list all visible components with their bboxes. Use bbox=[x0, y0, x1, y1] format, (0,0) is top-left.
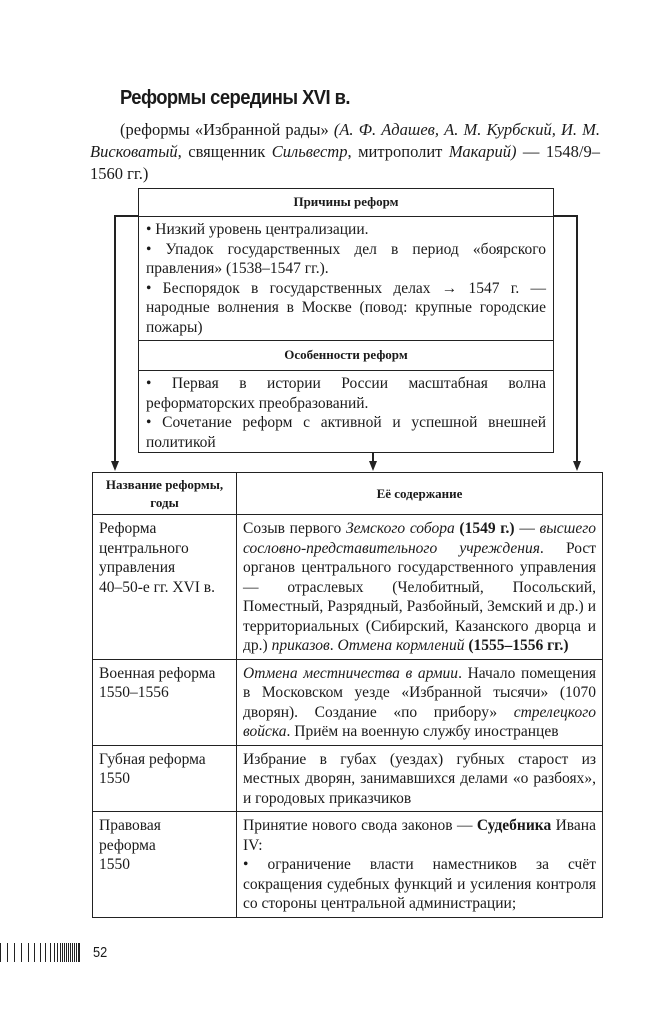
reform-content-cell bbox=[237, 812, 603, 918]
reform-name-cell bbox=[93, 812, 237, 918]
reform-name-cell bbox=[93, 515, 237, 660]
arrow-down-icon bbox=[369, 461, 377, 471]
italic-text: (А. Ф. Адашев, А. М. Курбский, И. М. Висковатый bbox=[90, 120, 601, 161]
reforms-table bbox=[92, 472, 603, 918]
connector-line-right bbox=[576, 215, 578, 462]
table-header-row bbox=[93, 473, 603, 515]
reform-causes-box bbox=[138, 188, 554, 453]
arrow-down-icon bbox=[573, 461, 581, 471]
table-row bbox=[93, 515, 603, 660]
reform-years: 40–50-е гг. XVI в. bbox=[99, 578, 216, 596]
text-run: — 1548/9–1560 гг.) bbox=[90, 142, 600, 183]
italic-text: приказов bbox=[271, 637, 330, 654]
text-run: — bbox=[514, 520, 540, 537]
italic-text: Земского собора bbox=[345, 520, 455, 537]
italic-text: высшего сословно-представительного учреждения bbox=[243, 520, 596, 557]
reform-name: Реформа центрального управления bbox=[99, 520, 189, 576]
italic-text: стрелецкого войска bbox=[243, 703, 596, 740]
text-run: , митрополит bbox=[347, 142, 449, 161]
text-run: Принятие нового свода законов — bbox=[243, 817, 477, 834]
column-header-name: Название реформы, годы bbox=[93, 473, 237, 515]
reform-years: 1550 bbox=[99, 770, 130, 787]
features-item: • Первая в истории России масштабная волна реформаторских преобразований. bbox=[146, 375, 546, 412]
intro-paragraph bbox=[90, 119, 600, 185]
text-run: , священник bbox=[177, 142, 272, 161]
bold-text: (1555–1556 гг.) bbox=[464, 637, 569, 654]
causes-list bbox=[139, 217, 553, 341]
section-title: Реформы середины XVI в. bbox=[120, 87, 350, 109]
italic-text: Сильвестр bbox=[271, 142, 348, 161]
reform-name-cell bbox=[93, 745, 237, 812]
text-run: Ивана IV: bbox=[243, 817, 596, 854]
text-run: . Приём на военную службу иностранцев bbox=[286, 723, 559, 740]
reform-content-cell bbox=[237, 745, 603, 812]
table-row bbox=[93, 812, 603, 918]
text-run: . Рост органов центрального государственного управления — отраслевых (Челобитный, Посольский, Поместный, Разрядный, Разбойный, Земский и др.) и территориальных (Сибирский, Казанского дворца и др.) bbox=[243, 539, 597, 654]
page-marker-stripes bbox=[0, 943, 80, 962]
italic-text: Отмена местничества в армии bbox=[243, 664, 459, 682]
page-number: 52 bbox=[93, 944, 108, 961]
causes-header: Причины реформ bbox=[139, 189, 553, 217]
reform-content-cell bbox=[237, 659, 603, 745]
reform-years: 1550–1556 bbox=[99, 684, 169, 701]
reform-name: Военная реформа bbox=[99, 664, 216, 682]
arrow-down-icon bbox=[111, 461, 119, 471]
reform-name-cell bbox=[93, 659, 237, 745]
causes-item: • Упадок государственных дел в период «боярского правления» (1538–1547 гг.). bbox=[146, 240, 546, 277]
features-item: • Сочетание реформ с активной и успешной внешней политикой bbox=[146, 414, 546, 451]
text-run: . bbox=[329, 637, 338, 654]
stripe bbox=[14, 943, 21, 962]
text-run: • ограничение власти наместников за счёт сокращения судебных функций и усиления контроля со стороны центральной администрации; bbox=[243, 856, 596, 912]
bold-text: Судебника bbox=[476, 817, 552, 834]
reform-years: 1550 bbox=[99, 856, 130, 873]
stripe bbox=[78, 943, 80, 962]
reform-name: Губная реформа bbox=[99, 750, 206, 768]
features-list bbox=[139, 371, 553, 452]
italic-text: Макарий) bbox=[448, 142, 517, 161]
table-row bbox=[93, 659, 603, 745]
column-header-content: Её содержание bbox=[237, 473, 603, 515]
causes-item: • Беспорядок в государственных делах → 1547 г. — народные волнения в Москве (повод: крупные городские пожары) bbox=[146, 279, 546, 336]
reform-content-cell bbox=[237, 515, 603, 660]
bold-text: (1549 г.) bbox=[454, 520, 515, 537]
features-header: Особенности реформ bbox=[139, 341, 553, 371]
connector-line-left bbox=[114, 215, 116, 462]
stripe bbox=[21, 943, 28, 962]
text-run: Созыв первого bbox=[243, 520, 346, 537]
italic-text: Отмена кормлений bbox=[337, 637, 465, 654]
reform-name: Правовая реформа bbox=[99, 817, 161, 854]
text-run: . Начало помещения в Московском уезде «Избранной тысячи» (1070 дворян). Создание «по прибору» bbox=[243, 664, 596, 721]
stripe bbox=[0, 943, 7, 962]
text-run: Избрание в губах (уездах) губных старост из местных дворян, занимавшихся делами «о разбоях», и городовых приказчиков bbox=[243, 750, 596, 807]
stripe bbox=[7, 943, 14, 962]
table-row bbox=[93, 745, 603, 812]
causes-item: • Низкий уровень централизации. bbox=[146, 221, 369, 238]
text-run: (реформы «Избранной рады» bbox=[120, 120, 334, 139]
